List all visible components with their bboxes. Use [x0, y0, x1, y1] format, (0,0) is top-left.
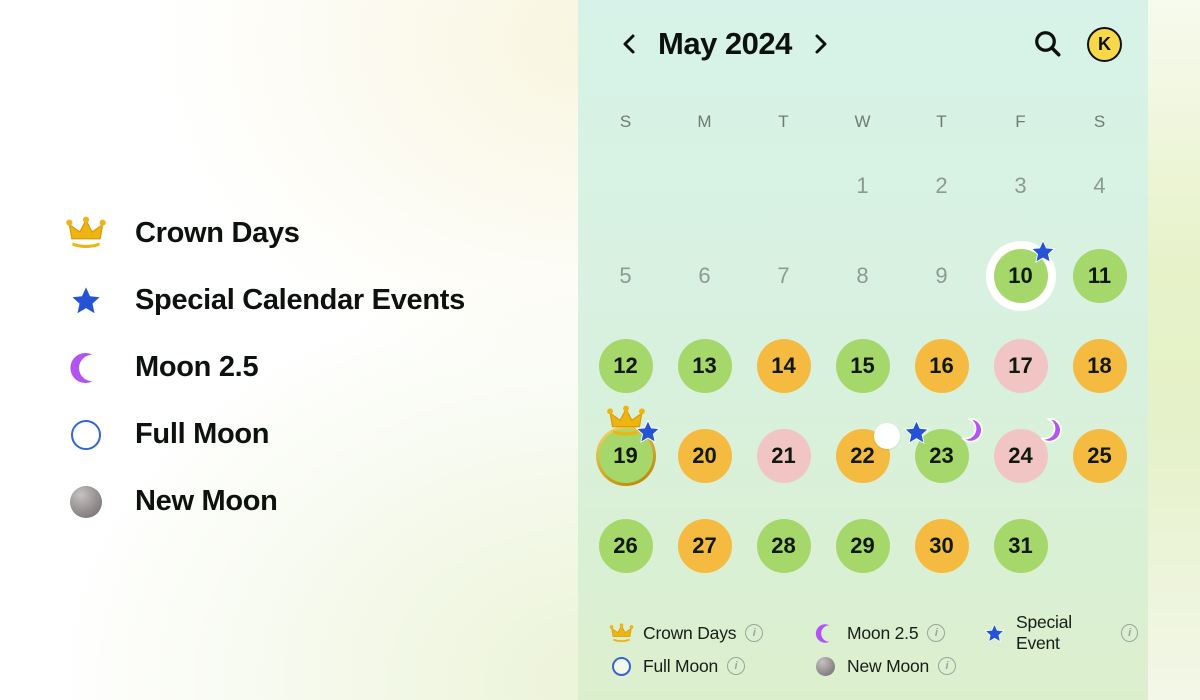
bottom-legend — [608, 612, 1138, 684]
day-badge — [1036, 417, 1062, 443]
day-badge — [1030, 239, 1056, 265]
legend-item-label: Full Moon — [135, 418, 270, 450]
star-icon — [984, 623, 1005, 644]
day-cell-2[interactable]: 2 — [935, 173, 948, 198]
day-cell-29[interactable] — [836, 519, 890, 573]
info-icon[interactable]: i — [1121, 624, 1138, 642]
dow-label: T — [936, 112, 947, 131]
day-cell-23[interactable] — [915, 429, 969, 483]
dow-label: T — [778, 112, 789, 131]
legend-item-special-calendar-events — [63, 267, 465, 334]
bottom-legend-item-new-moon — [812, 656, 983, 677]
info-icon[interactable]: i — [938, 657, 956, 675]
calendar-grid — [586, 141, 1140, 591]
day-badge — [903, 419, 930, 446]
legend-icon-box — [812, 657, 838, 676]
info-icon[interactable]: i — [727, 657, 745, 675]
calendar-header — [616, 26, 1122, 62]
legend-item-moon-2-5 — [63, 334, 465, 401]
day-number: 20 — [678, 429, 732, 483]
legend-item-label: Moon 2.5 — [135, 351, 259, 383]
month-title: May 2024 — [658, 26, 792, 61]
bottom-legend-item-full-moon — [608, 656, 812, 677]
legend-item-label: New Moon — [135, 485, 278, 517]
side-legend — [63, 200, 465, 535]
day-cell-30[interactable] — [915, 519, 969, 573]
day-cell-25[interactable] — [1073, 429, 1127, 483]
new-moon-icon — [816, 657, 835, 676]
day-badge — [874, 423, 900, 449]
day-cell-15[interactable] — [836, 339, 890, 393]
crescent-moon-icon — [1036, 417, 1062, 443]
day-cell-27[interactable] — [678, 519, 732, 573]
chevron-left-icon[interactable] — [616, 27, 642, 61]
dow-label: S — [619, 112, 632, 131]
day-cell-5[interactable]: 5 — [619, 263, 632, 288]
day-number: 19 — [599, 429, 653, 483]
day-cell-11[interactable] — [1073, 249, 1127, 303]
day-cell-20[interactable] — [678, 429, 732, 483]
day-cell-3[interactable]: 3 — [1014, 173, 1027, 198]
day-number: 30 — [915, 519, 969, 573]
day-cell-14[interactable] — [757, 339, 811, 393]
day-number: 17 — [994, 339, 1048, 393]
day-number: 29 — [836, 519, 890, 573]
day-number: 10 — [994, 249, 1048, 303]
bottom-legend-label: Moon 2.5 — [847, 622, 919, 643]
day-cell-17[interactable] — [994, 339, 1048, 393]
legend-icon-box — [63, 284, 109, 318]
day-cell-1[interactable]: 1 — [856, 173, 869, 198]
legend-icon-box — [608, 623, 634, 644]
crown-icon — [609, 623, 634, 644]
day-number: 13 — [678, 339, 732, 393]
day-cell-8[interactable]: 8 — [856, 263, 869, 288]
crescent-moon-icon — [69, 351, 103, 385]
legend-icon-box — [63, 216, 109, 250]
week-row — [586, 501, 1140, 591]
chevron-right-icon[interactable] — [808, 27, 834, 61]
week-row — [586, 141, 1140, 231]
crown-icon — [65, 216, 107, 250]
day-number: 12 — [599, 339, 653, 393]
bottom-legend-row — [608, 612, 1138, 653]
day-badge — [635, 419, 661, 445]
day-cell-21[interactable] — [757, 429, 811, 483]
bottom-legend-label: Crown Days — [643, 622, 737, 643]
day-number: 21 — [757, 429, 811, 483]
day-cell-10[interactable] — [994, 249, 1048, 303]
legend-icon-box — [608, 657, 634, 676]
day-cell-22[interactable] — [836, 429, 890, 483]
bottom-legend-item-crown-days — [608, 623, 812, 644]
day-number: 14 — [757, 339, 811, 393]
calendar-panel — [578, 0, 1148, 700]
legend-icon-box — [63, 486, 109, 518]
day-cell-18[interactable] — [1073, 339, 1127, 393]
day-cell-13[interactable] — [678, 339, 732, 393]
avatar[interactable]: K — [1087, 27, 1122, 62]
bottom-legend-label: New Moon — [847, 655, 930, 676]
legend-item-full-moon — [63, 401, 465, 468]
bottom-legend-item-special-event — [983, 612, 1138, 654]
day-number: 27 — [678, 519, 732, 573]
day-cell-26[interactable] — [599, 519, 653, 573]
dow-label: W — [854, 112, 871, 131]
full-moon-icon — [612, 657, 631, 676]
day-number: 31 — [994, 519, 1048, 573]
dow-label: F — [1015, 112, 1026, 131]
day-cell-24[interactable] — [994, 429, 1048, 483]
day-cell-6[interactable]: 6 — [698, 263, 711, 288]
day-number: 11 — [1073, 249, 1127, 303]
bottom-legend-item-moon-2-5 — [812, 623, 983, 644]
legend-item-label: Special Calendar Events — [135, 284, 465, 316]
full-moon-icon — [874, 423, 900, 449]
day-cell-9[interactable]: 9 — [935, 263, 948, 288]
page-background-strip — [1148, 0, 1200, 700]
week-row — [586, 411, 1140, 501]
day-number: 16 — [915, 339, 969, 393]
dow-label: M — [697, 112, 712, 131]
search-icon[interactable] — [1031, 27, 1065, 61]
day-cell-19[interactable] — [599, 429, 653, 483]
star-icon — [635, 419, 661, 445]
bottom-legend-label: Full Moon — [643, 655, 719, 676]
day-number: 23 — [915, 429, 969, 483]
day-cell-16[interactable] — [915, 339, 969, 393]
legend-item-label: Crown Days — [135, 217, 300, 249]
day-cell-28[interactable] — [757, 519, 811, 573]
day-badge — [957, 417, 983, 443]
star-icon — [903, 419, 930, 446]
day-of-week-row — [586, 112, 1140, 132]
star-icon — [1030, 239, 1056, 265]
dow-label: S — [1093, 112, 1106, 131]
week-row — [586, 321, 1140, 411]
day-cell-12[interactable] — [599, 339, 653, 393]
legend-icon-box — [983, 623, 1007, 644]
legend-item-crown-days — [63, 200, 465, 267]
legend-icon-box — [812, 623, 838, 644]
day-number: 28 — [757, 519, 811, 573]
day-number: 15 — [836, 339, 890, 393]
legend-icon-box — [63, 351, 109, 385]
star-icon — [69, 284, 103, 318]
crescent-moon-icon — [815, 623, 836, 644]
new-moon-icon — [70, 486, 102, 518]
info-icon[interactable]: i — [745, 624, 763, 642]
legend-icon-box — [63, 420, 109, 450]
day-number: 22 — [836, 429, 890, 483]
crescent-moon-icon — [957, 417, 983, 443]
day-number: 25 — [1073, 429, 1127, 483]
day-number: 24 — [994, 429, 1048, 483]
day-cell-7[interactable]: 7 — [777, 263, 790, 288]
legend-item-new-moon — [63, 468, 465, 535]
day-cell-4[interactable]: 4 — [1093, 173, 1106, 198]
week-row — [586, 231, 1140, 321]
day-number: 26 — [599, 519, 653, 573]
day-cell-31[interactable] — [994, 519, 1048, 573]
full-moon-icon — [71, 420, 101, 450]
bottom-legend-label: Special Event — [1015, 612, 1072, 653]
day-number: 18 — [1073, 339, 1127, 393]
info-icon[interactable]: i — [927, 624, 945, 642]
